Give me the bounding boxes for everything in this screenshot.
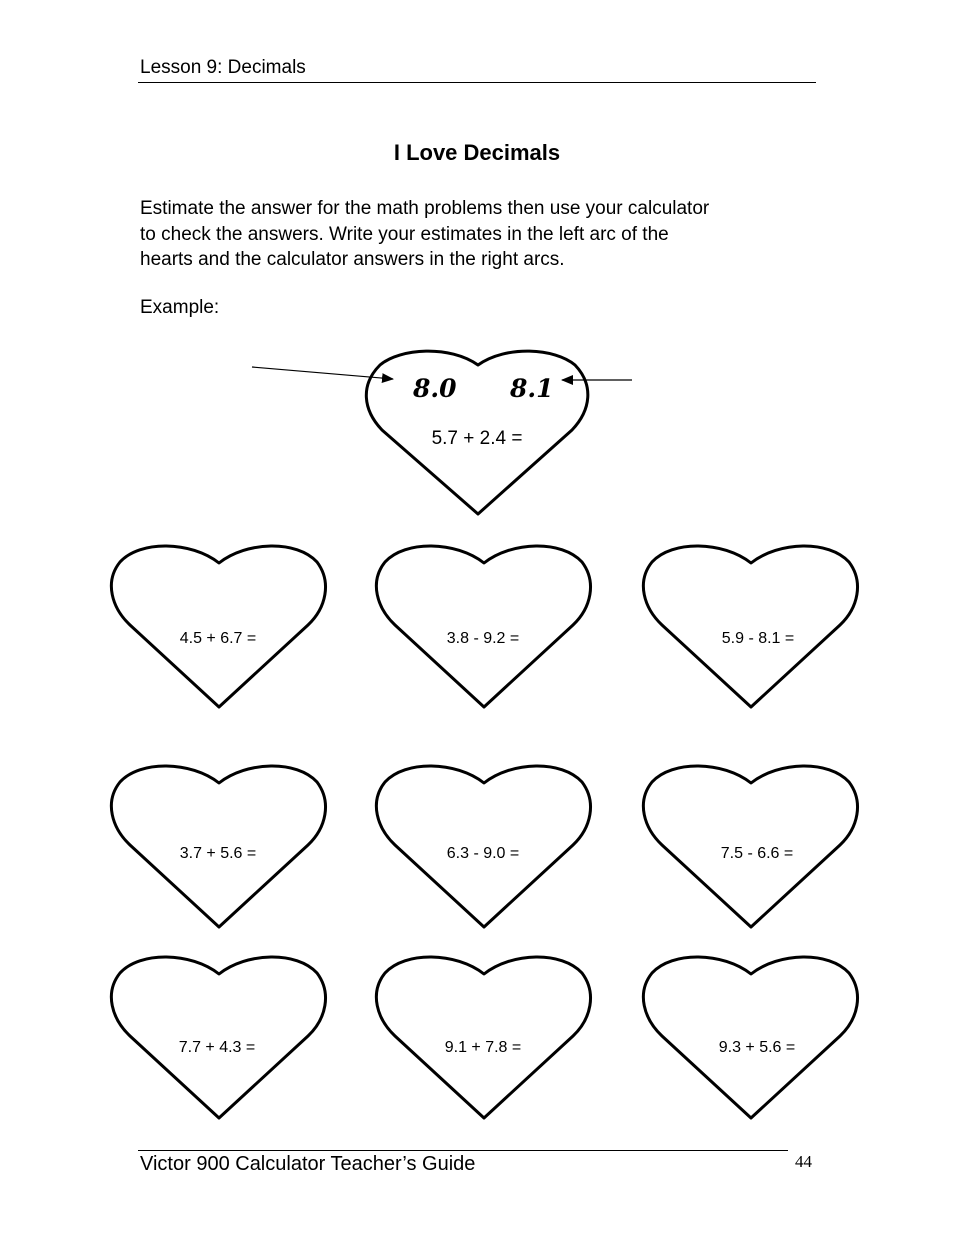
example-estimate: 8.0	[413, 374, 457, 403]
example-heart	[252, 351, 632, 514]
problem-heart	[111, 546, 325, 707]
problem-text: 3.7 + 5.6 =	[179, 845, 257, 862]
problem-text: 7.7 + 4.3 =	[178, 1039, 256, 1056]
instructions-line: Estimate the answer for the math problems then use your calculator	[140, 198, 710, 219]
example-label: Example:	[140, 297, 220, 318]
footer-rule	[138, 1150, 788, 1151]
page-number: 44	[795, 1152, 812, 1171]
problem-heart	[643, 957, 857, 1118]
instructions-line: to check the answers. Write your estimates in the left arc of the	[140, 223, 669, 245]
heart-outline	[643, 546, 857, 707]
example-problem: 5.7 + 2.4 =	[431, 428, 523, 449]
problem-heart	[111, 957, 325, 1118]
heart-outline	[376, 546, 590, 707]
heart-outline	[376, 957, 590, 1118]
problem-text: 4.5 + 6.7 =	[179, 630, 257, 647]
instructions-line: hearts and the calculator answers in the right arcs.	[140, 249, 565, 270]
heart-outline	[111, 546, 325, 707]
problem-text: 6.3 - 9.0 =	[446, 845, 520, 862]
problem-heart	[376, 957, 590, 1118]
problem-text: 9.1 + 7.8 =	[444, 1039, 522, 1056]
problem-heart	[376, 766, 590, 927]
problem-heart	[643, 766, 857, 927]
problem-text: 3.8 - 9.2 =	[446, 630, 520, 647]
heart-outline	[111, 957, 325, 1118]
page-header: Lesson 9: Decimals	[140, 57, 306, 78]
example-answer: 8.1	[510, 374, 554, 403]
problem-text: 5.9 - 8.1 =	[721, 630, 795, 647]
footer-guide-title: Victor 900 Calculator Teacher’s Guide	[140, 1153, 476, 1175]
problem-heart	[643, 546, 857, 707]
problem-heart	[111, 766, 325, 927]
problem-text: 9.3 + 5.6 =	[718, 1039, 796, 1056]
problem-heart	[376, 546, 590, 707]
problem-text: 7.5 - 6.6 =	[720, 845, 794, 862]
heart-outline	[643, 957, 857, 1118]
worksheet-title: I Love Decimals	[393, 140, 561, 165]
